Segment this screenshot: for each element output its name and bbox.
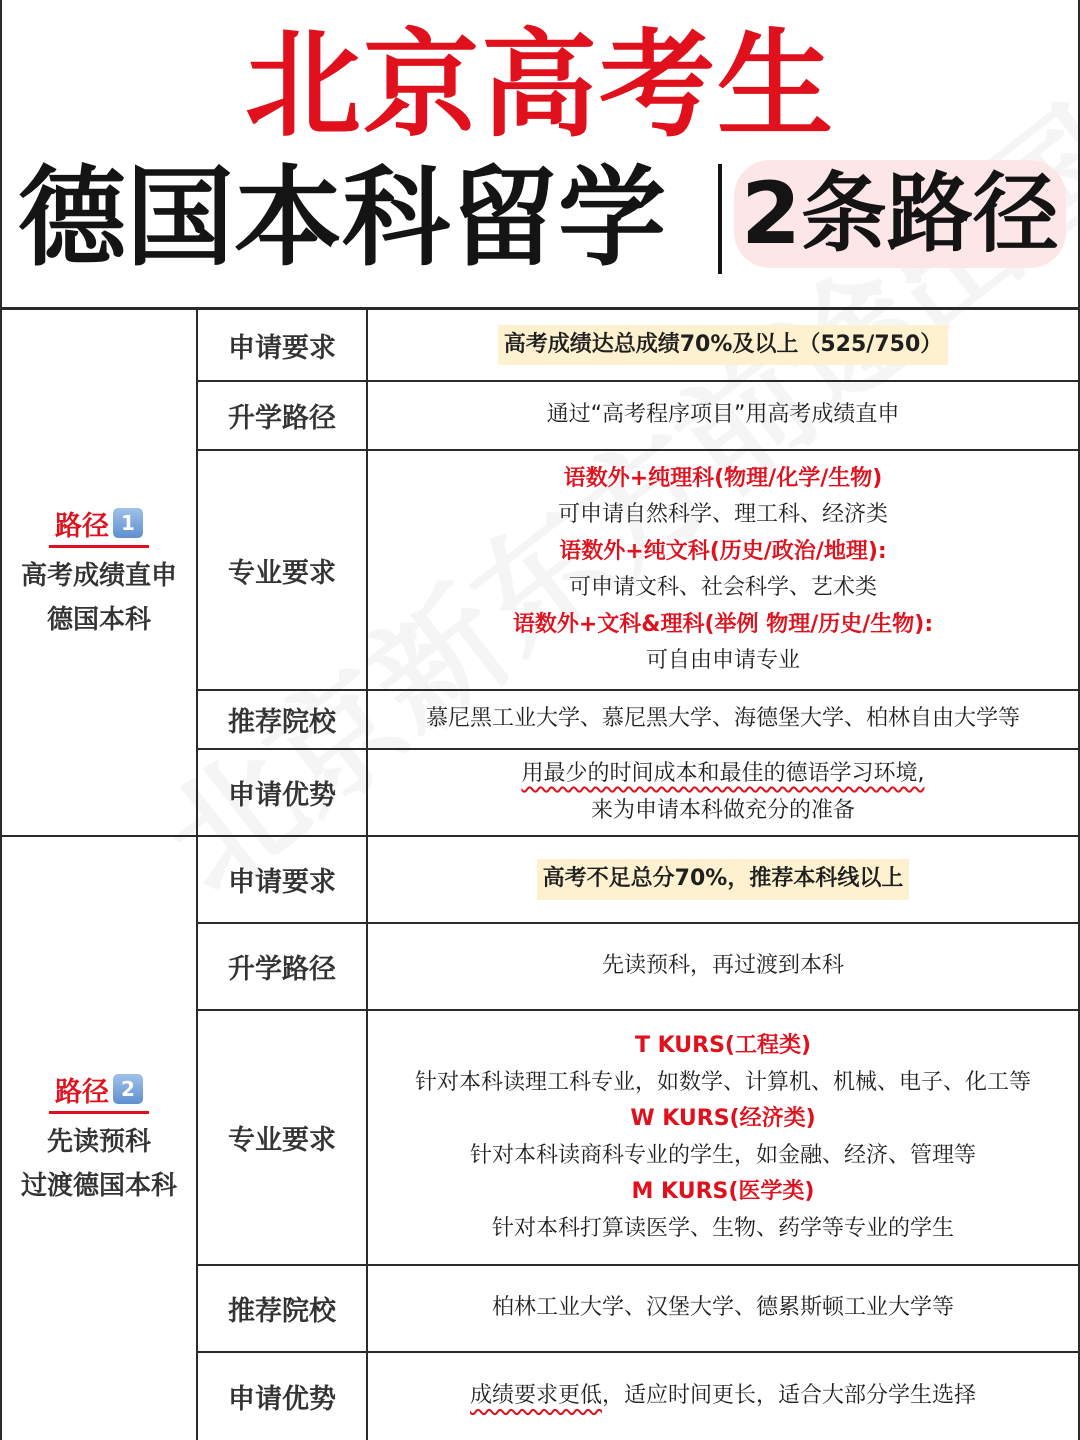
title-divider bbox=[718, 164, 722, 274]
path-1-title bbox=[49, 504, 149, 548]
major-line: M KURS(医学类) bbox=[631, 1179, 815, 1204]
requirement-content bbox=[368, 837, 1078, 922]
major-line: 语数外+纯文科(历史/政治/地理): bbox=[559, 538, 887, 564]
major-line: 针对本科读商科专业的学生，如金融、经济、管理等 bbox=[469, 1142, 976, 1168]
schools-content: 柏林工业大学、汉堡大学、德累斯顿工业大学等 bbox=[491, 1295, 954, 1321]
requirement-highlight: 高考成绩达总成绩70%及以上（525/750） bbox=[498, 325, 949, 366]
major-line: T KURS(工程类) bbox=[634, 1033, 812, 1058]
major-line: W KURS(经济类) bbox=[630, 1106, 816, 1131]
row-label-requirement: 申请要求 bbox=[228, 332, 336, 364]
route-content: 先读预科，再过渡到本科 bbox=[601, 953, 844, 979]
row-label-schools: 推荐院校 bbox=[228, 707, 336, 738]
route-content: 通过“高考程序项目”用高考成绩直申 bbox=[546, 402, 900, 428]
row-label-schools: 推荐院校 bbox=[228, 1296, 336, 1327]
major-line: 语数外+文科&理科(举例 物理/历史/生物): bbox=[512, 611, 934, 637]
major-line: 可申请文科、社会科学、艺术类 bbox=[568, 575, 877, 600]
advantage-content bbox=[368, 750, 1078, 835]
row-label-advantage: 申请优势 bbox=[228, 1384, 336, 1415]
major-line: 可申请自然科学、理工科、经济类 bbox=[557, 502, 888, 527]
major-content bbox=[368, 1011, 1078, 1264]
path-1-label-cell bbox=[2, 310, 196, 835]
advantage-line-2: 来为申请本科做充分的准备 bbox=[590, 797, 855, 823]
major-line: 针对本科打算读医学、生物、药学等专业的学生 bbox=[491, 1215, 954, 1241]
row-label-requirement: 申请要求 bbox=[228, 867, 336, 898]
requirement-content bbox=[368, 310, 1078, 380]
title-line-2: 德国本科留学 bbox=[18, 156, 667, 281]
title-pill-text: 2条路径 bbox=[741, 164, 1059, 264]
path-1-title-text: 路径 bbox=[55, 510, 109, 542]
path-2-subtitle-line-1: 先读预科 bbox=[46, 1126, 151, 1157]
row-label-major: 专业要求 bbox=[228, 1125, 336, 1156]
row-label-major: 专业要求 bbox=[228, 557, 336, 589]
header bbox=[0, 0, 1080, 307]
title-pill bbox=[734, 160, 1066, 268]
row-label-route: 升学路径 bbox=[228, 403, 336, 434]
schools-content: 慕尼黑工业大学、慕尼黑大学、海德堡大学、柏林自由大学等 bbox=[425, 706, 1020, 732]
major-line: 语数外+纯理科(物理/化学/生物) bbox=[563, 465, 883, 491]
path-2-title bbox=[49, 1070, 149, 1114]
advantage-line-1: 用最少的时间成本和最佳的德语学习环境, bbox=[521, 761, 925, 786]
path-1-subtitle-line-2: 德国本科 bbox=[46, 604, 151, 635]
row-label-route: 升学路径 bbox=[228, 954, 336, 985]
path-1-number-badge: 1 bbox=[113, 508, 143, 538]
title-line-1: 北京高考生 bbox=[245, 18, 835, 153]
major-content bbox=[368, 451, 1078, 689]
advantage-rest: ，适应时间更长，适合大部分学生选择 bbox=[602, 1383, 977, 1409]
path-2-title-text: 路径 bbox=[55, 1076, 109, 1108]
row-label-advantage: 申请优势 bbox=[228, 780, 336, 811]
path-2-subtitle-line-2: 过渡德国本科 bbox=[20, 1170, 177, 1201]
requirement-highlight: 高考不足总分70%，推荐本科线以上 bbox=[537, 859, 910, 900]
path-2-number-badge: 2 bbox=[113, 1074, 143, 1104]
advantage-underlined: 成绩要求更低 bbox=[469, 1383, 602, 1409]
path-2-label-cell bbox=[2, 837, 196, 1440]
major-line: 可自由申请专业 bbox=[645, 648, 800, 673]
major-line: 针对本科读理工科专业，如数学、计算机、机械、电子、化工等 bbox=[414, 1069, 1031, 1095]
advantage-content bbox=[368, 1353, 1078, 1440]
path-1-subtitle-line-1: 高考成绩直申 bbox=[20, 560, 177, 591]
